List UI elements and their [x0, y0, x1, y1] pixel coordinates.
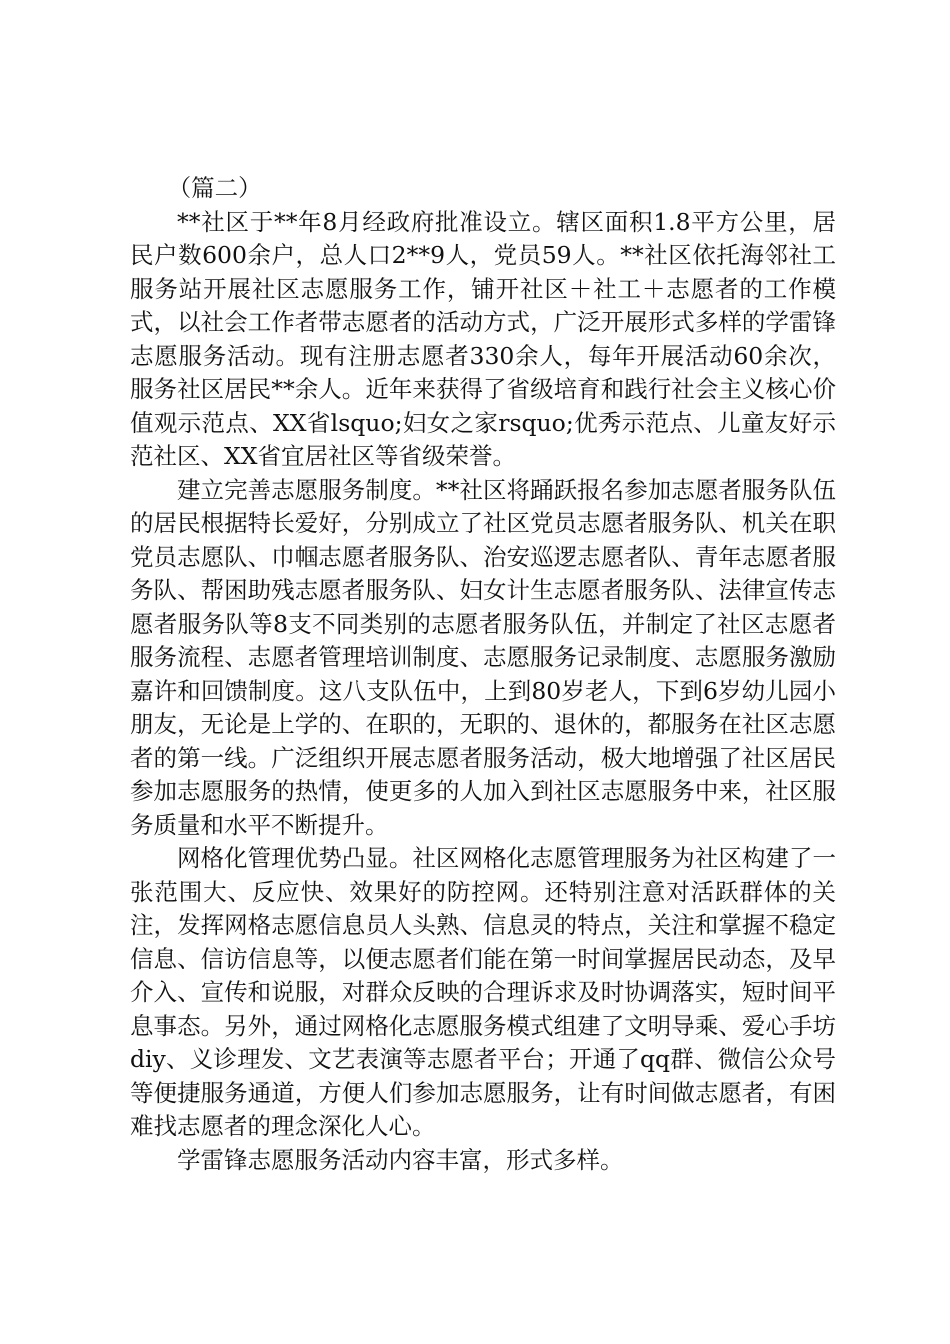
- paragraph-activities: 学雷锋志愿服务活动内容丰富，形式多样。: [177, 1145, 624, 1174]
- paragraph-community-overview: **社区于**年8月经政府批准设立。辖区面积1.8平方公里，居民户数600余户，总人口2**9人，党员59人。**社区依托海邻社工服务站开展社区志愿服务工作，铺开社区＋社工＋志愿者的工作模式，以社会工作者带志愿者的活动方式，广泛开展形式多样的学雷锋志愿服务活动。现有注册志愿者330余人，每年开展活动60余次，服务社区居民**余人。近年来获得了省级培育和践行社会主义核心价值观示范点、XX省lsquo;妇女之家rsquo;优秀示范点、儿童友好示范社区、XX省宜居社区等省级荣誉。: [130, 207, 836, 470]
- document-body: [130, 172, 836, 1177]
- section-heading: （篇二）: [167, 174, 262, 202]
- paragraph-grid-management: 网格化管理优势凸显。社区网格化志愿管理服务为社区构建了一张范围大、反应快、效果好的防控网。还特别注意对活跃群体的关注，发挥网格志愿信息员人头熟、信息灵的特点，关注和掌握不稳定信息、信访信息等，以便志愿者们能在第一时间掌握居民动态，及早介入、宣传和说服，对群众反映的合理诉求及时协调落实，短时间平息事态。另外，通过网格化志愿服务模式组建了文明导乘、爱心手坊diy、义诊理发、文艺表演等志愿者平台；开通了qq群、微信公众号等便捷服务通道，方便人们参加志愿服务，让有时间做志愿者，有困难找志愿者的理念深化人心。: [130, 844, 836, 1140]
- paragraph-volunteer-system: 建立完善志愿服务制度。**社区将踊跃报名参加志愿者服务队伍的居民根据特长爱好，分别成立了社区党员志愿者服务队、机关在职党员志愿队、巾帼志愿者服务队、治安巡逻志愿者队、青年志愿者服务队、帮困助残志愿者服务队、妇女计生志愿者服务队、法律宣传志愿者服务队等8支不同类别的志愿者服务队伍，并制定了社区志愿者服务流程、志愿者管理培训制度、志愿服务记录制度、志愿服务激励嘉许和回馈制度。这八支队伍中，上到80岁老人，下到6岁幼儿园小朋友，无论是上学的、在职的，无职的、退休的，都服务在社区志愿者的第一线。广泛组织开展志愿者服务活动，极大地增强了社区居民参加志愿服务的热情，使更多的人加入到社区志愿服务中来，社区服务质量和水平不断提升。: [130, 475, 836, 839]
